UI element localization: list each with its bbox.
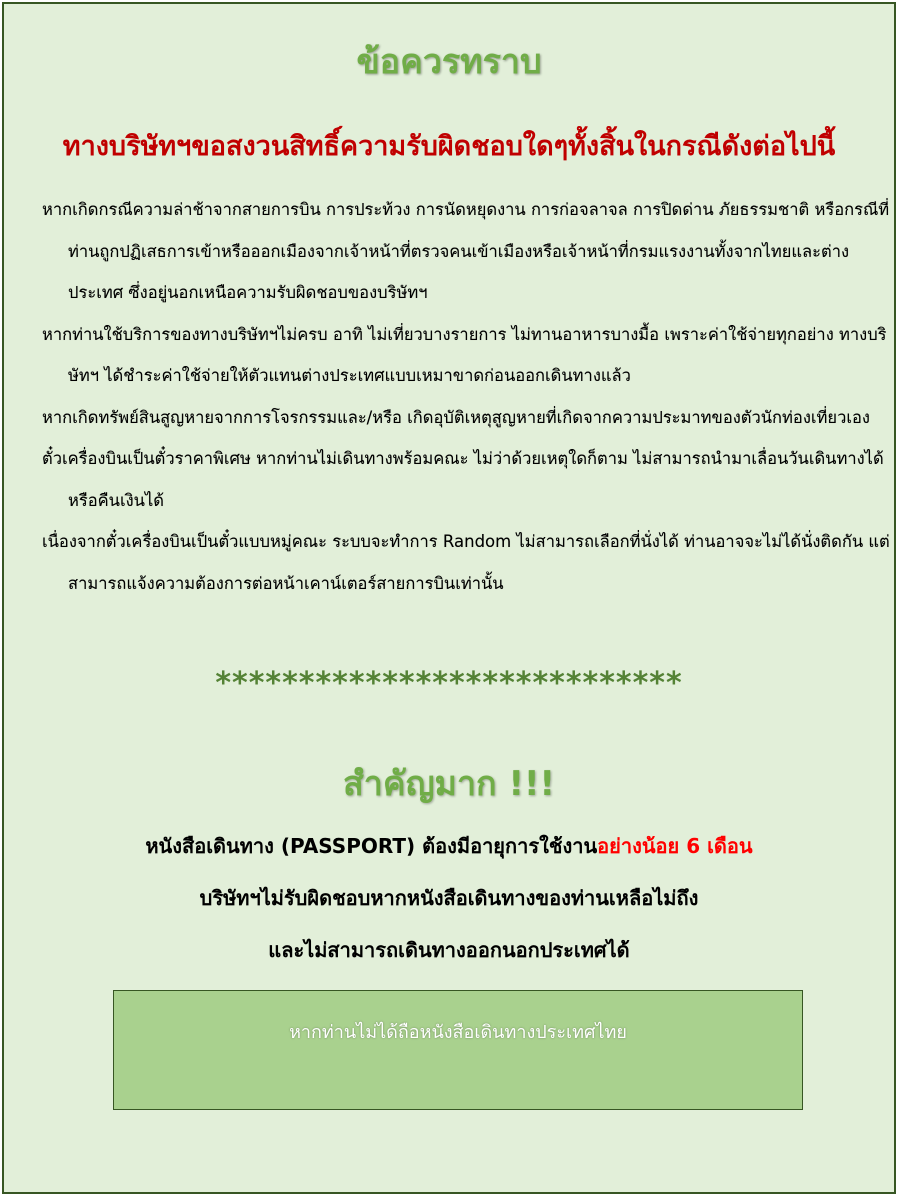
passport-minimum-validity: อย่างน้อย 6 เดือน <box>597 834 753 858</box>
important-heading: สำคัญมาก !!! <box>342 764 555 804</box>
passport-requirement-text: หนังสือเดินทาง (PASSPORT) ต้องมีอายุการใช้งาน <box>145 834 598 858</box>
document-page <box>2 2 896 1194</box>
page-title: ข้อควรทราบ <box>356 42 542 82</box>
disclaimer-item: ตั๋วเครื่องบินเป็นตั๋วราคาพิเศษ หากท่านไม่เดินทางพร้อมคณะ ไม่ว่าด้วยเหตุใดก็ตาม ไม่สามารถนำมาเลื่อนวันเดินทางได้หรือคืนเงินได้ <box>42 449 884 510</box>
disclaimer-heading: ทางบริษัทฯขอสงวนสิทธิ์ความรับผิดชอบใดๆทั้งสิ้นในกรณีดังต่อไปนี้ <box>62 131 836 162</box>
disclaimer-item: เนื่องจากตั๋วเครื่องบินเป็นตั๋วแบบหมู่คณะ ระบบจะทำการ Random ไม่สามารถเลือกที่นั่งได้ ท่านอาจจะไม่ได้นั่งติดกัน แต่สามารถแจ้งความต้องการต่อหน้าเคาน์เตอร์สายการบินเท่านั้น <box>42 532 890 593</box>
foreign-passport-notice-text: หากท่านไม่ได้ถือหนังสือเดินทางประเทศไทย <box>289 1022 627 1043</box>
section-separator: **************************** <box>215 666 683 701</box>
disclaimer-list <box>42 189 892 604</box>
disclaimer-item: หากเกิดทรัพย์สินสูญหายจากการโจรกรรมและ/หรือ เกิดอุบัติเหตุสูญหายที่เกิดจากความประมาทของตัวนักท่องเที่ยวเอง <box>42 407 870 427</box>
foreign-passport-notice-box <box>113 990 803 1110</box>
passport-travel-line: และไม่สามารถเดินทางออกนอกประเทศได้ <box>268 938 630 962</box>
disclaimer-item: หากเกิดกรณีความล่าช้าจากสายการบิน การประท้วง การนัดหยุดงาน การก่อจลาจล การปิดด่าน ภัยธรรมชาติ หรือกรณีที่ท่านถูกปฏิเสธการเข้าหรือออกเมืองจากเจ้าหน้าที่ตรวจคนเข้าเมืองหรือเจ้าหน้าที่กรมแรงงานทั้งจากไทยและต่างประเทศ ซึ่งอยู่นอกเหนือความรับผิดชอบของบริษัทฯ <box>42 200 890 302</box>
disclaimer-item: หากท่านใช้บริการของทางบริษัทฯไม่ครบ อาทิ ไม่เที่ยวบางรายการ ไม่ทานอาหารบางมื้อ เพราะค่าใช้จ่ายทุกอย่าง ทางบริษัทฯ ได้ชำระค่าใช้จ่ายให้ตัวแทนต่างประเทศแบบเหมาขาดก่อนออกเดินทางแล้ว <box>42 324 887 385</box>
passport-validity-line <box>4 830 894 862</box>
passport-liability-line: บริษัทฯไม่รับผิดชอบหากหนังสือเดินทางของท่านเหลือไม่ถึง <box>199 886 699 910</box>
